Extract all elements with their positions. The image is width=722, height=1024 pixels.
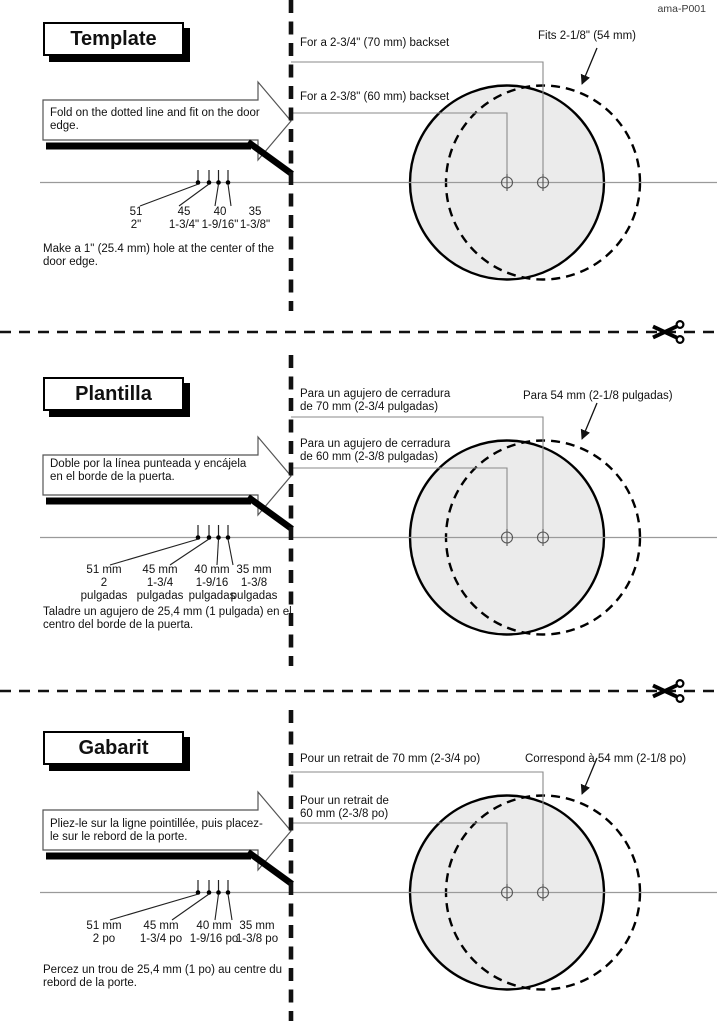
- backset-70-label: Para un agujero de cerradura de 70 mm (2-3/4 pulgadas): [300, 388, 451, 413]
- backset-mark-column: [222, 564, 286, 603]
- mark-line: 1-3/4 po: [139, 933, 183, 946]
- mark-line: 45: [177, 206, 191, 218]
- hole-note: Percez un trou de 25,4 mm (1 po) au centre du rebord de la porte.: [43, 964, 283, 989]
- mark-line: 1-9/16": [201, 219, 239, 232]
- scissors-icon: [653, 321, 683, 343]
- mark-line: pulgadas: [136, 590, 184, 603]
- hole-note: Taladre un agujero de 25,4 mm (1 pulgada) en el centro del borde de la puerta.: [43, 606, 292, 631]
- backset-mark-column: [223, 206, 287, 232]
- mark-leaders-en: [140, 184, 231, 206]
- mark-line: 1-3/4": [168, 219, 200, 232]
- backset-mark-column: [72, 920, 136, 946]
- sheet-code: ama-P001: [657, 3, 706, 15]
- backset-60-label: For a 2-3/8" (60 mm) backset: [300, 91, 450, 103]
- backset-70-label: For a 2-3/4" (70 mm) backset: [300, 37, 450, 49]
- backset-60-label: Pour un retrait de 60 mm (2-3/8 po): [300, 795, 389, 820]
- backset-60-label: Para un agujero de cerradura de 60 mm (2-3/8 pulgadas): [300, 438, 451, 463]
- mark-line: 40 mm: [196, 920, 232, 932]
- backset-mark-column: [72, 564, 136, 603]
- mark-line: 35: [248, 206, 262, 218]
- bore-diameter-label: Para 54 mm (2-1/8 pulgadas): [523, 390, 673, 402]
- mark-line: 35 mm: [236, 564, 272, 576]
- backset-mark-column: [225, 920, 289, 946]
- fold-instruction: Fold on the dotted line and fit on the door edge.: [50, 107, 260, 132]
- mark-leaders-fr: [110, 894, 232, 920]
- mark-line: 1-9/16: [195, 577, 229, 590]
- bore-diameter-label: Fits 2-1/8" (54 mm): [538, 30, 637, 42]
- mark-line: 2 po: [92, 933, 116, 946]
- scissors-icon: [653, 680, 683, 702]
- section-title: Gabarit: [78, 736, 149, 759]
- mark-line: 2: [100, 577, 108, 590]
- mark-line: 1-3/8 po: [235, 933, 279, 946]
- mark-line: 51 mm: [86, 920, 122, 932]
- mark-line: 51: [129, 206, 143, 218]
- bore-diameter-label: Correspond à 54 mm (2-1/8 po): [525, 753, 687, 765]
- mark-line: 40 mm: [194, 564, 230, 576]
- mark-line: pulgadas: [230, 590, 278, 603]
- mark-line: 51 mm: [86, 564, 122, 576]
- section-title-box: [43, 22, 184, 56]
- section-title-box: [43, 377, 184, 411]
- mark-line: pulgadas: [80, 590, 128, 603]
- mark-line: 45 mm: [143, 920, 179, 932]
- mark-line: 35 mm: [239, 920, 275, 932]
- hole-note: Make a 1" (25.4 mm) hole at the center of the door edge.: [43, 243, 275, 268]
- mark-line: 1-3/4: [146, 577, 174, 590]
- mark-line: 1-3/8": [239, 219, 271, 232]
- mark-line: 45 mm: [142, 564, 178, 576]
- mark-line: 1-9/16 po: [189, 933, 239, 946]
- mark-line: 40: [213, 206, 227, 218]
- mark-leaders-es: [110, 539, 233, 565]
- section-title: Template: [70, 27, 157, 50]
- mark-line: 2": [130, 219, 142, 232]
- backset-70-label: Pour un retrait de 70 mm (2-3/4 po): [300, 753, 481, 765]
- section-title: Plantilla: [75, 382, 152, 405]
- mark-line: 1-3/8: [240, 577, 268, 590]
- fold-instruction: Doble por la línea punteada y encájela en el borde de la puerta.: [50, 458, 247, 483]
- mark-line: pulgadas: [188, 590, 236, 603]
- section-title-box: [43, 731, 184, 765]
- fold-instruction: Pliez-le sur la ligne pointillée, puis placez-le sur le rebord de la porte.: [50, 818, 263, 843]
